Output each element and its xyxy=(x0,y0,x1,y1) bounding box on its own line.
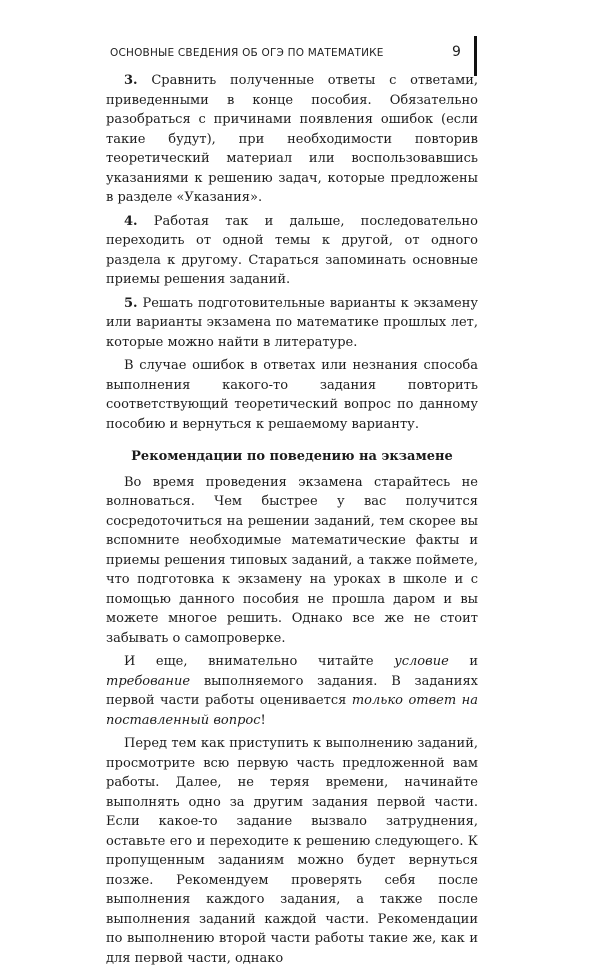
list-item-5 xyxy=(106,294,478,353)
page-number: 9 xyxy=(452,44,461,60)
paragraph-errors: В случае ошибок в ответах или незнания способа выполнения какого-то задания повторить соответствующий теоретический вопрос по данному пособию и вернуться к решаемому варианту. xyxy=(106,358,478,432)
list-text: Работая так и дальше, последовательно переходить от одной темы к другой, от одного раздела к другому. Стараться запоминать основные приемы решения заданий. xyxy=(106,213,478,287)
paragraph-before-start: Перед тем как приступить к выполнению заданий, просмотрите всю первую часть предложенной вам работы. Далее, не теряя времени, начинайте выполнять одно за другим задания первой части. Если какое-то задание вызвало затруднения, оставьте его и переходите к решению следующего. К пропущенным заданиям можно будет вернуться позже. Рекомендуем проверять себя после выполнения каждого задания, а также после выполнения заданий каждой части. Рекомендации по выполнению второй части работы такие же, как и для первой части, однако xyxy=(106,736,478,966)
emphasis-answer-only: только ответ на поставленный вопрос xyxy=(106,693,478,728)
header-rule xyxy=(474,36,477,76)
page-body xyxy=(106,71,478,972)
text-run: и xyxy=(448,654,478,669)
list-item-3 xyxy=(106,71,478,208)
text-run: ! xyxy=(260,712,266,728)
text-run: И еще, внимательно читайте xyxy=(124,654,395,669)
paragraph-calm: Во время проведения экзамена старайтесь не волноваться. Чем быстрее у вас получится сосредоточиться на решении заданий, тем скорее вы вспомните необходимые математические факты и приемы решения типовых заданий, а также поймете, что подготовка к экзамену на уроках в школе и с помощью данного пособия не прошла даром и вы можете многое решить. Однако все же не стоит забывать о самопроверке. xyxy=(106,474,478,646)
list-text: Решать подготовительные варианты к экзамену или варианты экзамена по математике прошлых лет, которые можно найти в литературе. xyxy=(106,295,479,350)
list-number: 3. xyxy=(124,73,138,88)
section-heading: Рекомендации по поведению на экзамене xyxy=(131,449,453,464)
emphasis-condition: условие xyxy=(394,654,449,669)
running-head: ОСНОВНЫЕ СВЕДЕНИЯ ОБ ОГЭ ПО МАТЕМАТИКЕ xyxy=(110,47,384,59)
list-number: 5. xyxy=(124,295,138,311)
list-item-4 xyxy=(106,212,478,290)
emphasis-requirement: требование xyxy=(106,673,191,689)
text-run: выполняемого задания. В заданиях первой части работы оценивается xyxy=(106,673,478,708)
list-number: 4. xyxy=(124,213,138,229)
paragraph-read-carefully xyxy=(106,652,478,730)
list-text: Сравнить полученные ответы с ответами, приведенными в конце пособия. Обязательно разобраться с причинами появления ошибок (если такие будут), при необходимости повторив теоретический материал или воспользовавшись указаниями к решению задач, которые предложены в разделе «Указания». xyxy=(106,73,478,205)
